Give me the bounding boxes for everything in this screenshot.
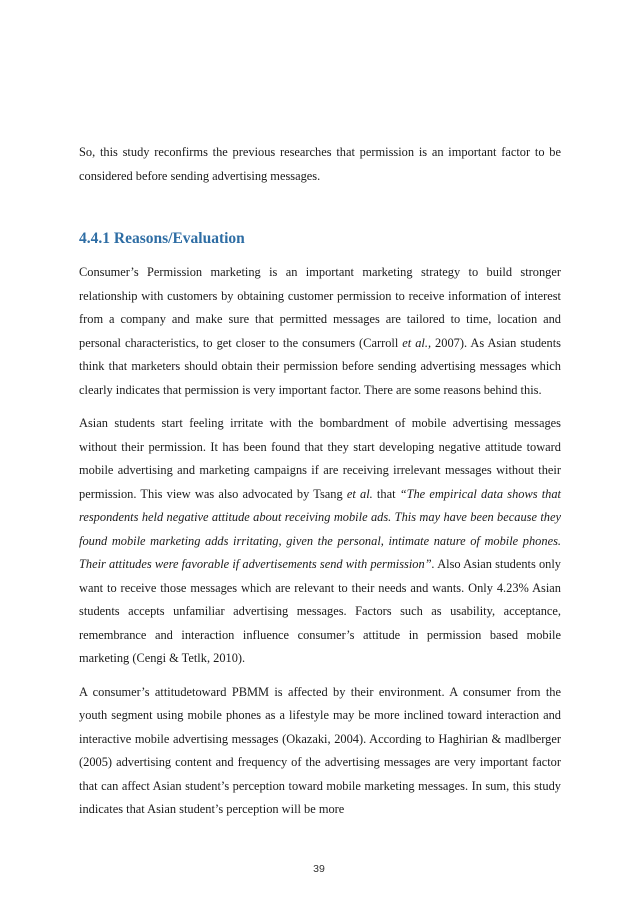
- paragraph-reasons: [79, 261, 561, 402]
- paragraph-text: Asian students start feeling irritate with the bombardment of mobile advertising messages without their permission. It has been found that they start developing negative attitude toward mobile advertising and marketing campaigns if are receiving irrelevant messages without their permission. This view was also advocated by Tsang: [79, 416, 561, 501]
- section-heading: 4.4.1 Reasons/Evaluation: [79, 230, 245, 247]
- paragraph-irritation: [79, 412, 561, 671]
- block-quote: “The empirical data shows that respondents held negative attitude about receiving mobile ads. This may have been because they found mobile marketing adds irritating, given the personal, intimate nature of mobile phones. Their attitudes were favorable if advertisements send with permission”.: [79, 486, 562, 571]
- citation-etal: et al.: [346, 486, 373, 501]
- paragraph-text: that: [372, 486, 400, 501]
- paragraph-text: 2007). As Asian students think that marketers should obtain their permission before sending advertising messages which clearly indicates that permission is very important factor. There are some reasons behind this.: [79, 335, 561, 397]
- paragraph-text: Also Asian students only want to receive those messages which are relevant to their needs and wants. Only 4.23% Asian students accepts unfamiliar advertising messages. Factors such as usability, acceptance, remembrance and interaction influence consumer’s attitude in permission based mobile marketing (Cengi & Tetlk, 2010).: [79, 557, 561, 665]
- paragraph-text: Consumer’s Permission marketing is an important marketing strategy to build stronger relationship with customers by obtaining customer permission to receive information of interest from a company and make sure that permitted messages are tailored to time, location and personal characteristics, to get closer to the consumers (Carroll: [79, 265, 561, 350]
- paragraph-attitude: A consumer’s attitudetoward PBMM is affected by their environment. A consumer from the youth segment using mobile phones as a lifestyle may be more inclined toward interaction and interactive mobile advertising messages (Okazaki, 2004). According to Haghirian & madlberger (2005) advertising content and frequency of the advertising messages are very important factor that can affect Asian student’s perception toward mobile marketing messages. In sum, this study indicates that Asian student’s perception will be more: [79, 684, 561, 816]
- intro-paragraph: So, this study reconfirms the previous researches that permission is an important factor to be considered before sending advertising messages.: [79, 145, 561, 183]
- page-content: [79, 141, 561, 822]
- citation-etal: et al.,: [402, 335, 432, 350]
- page-number: 39: [313, 863, 325, 875]
